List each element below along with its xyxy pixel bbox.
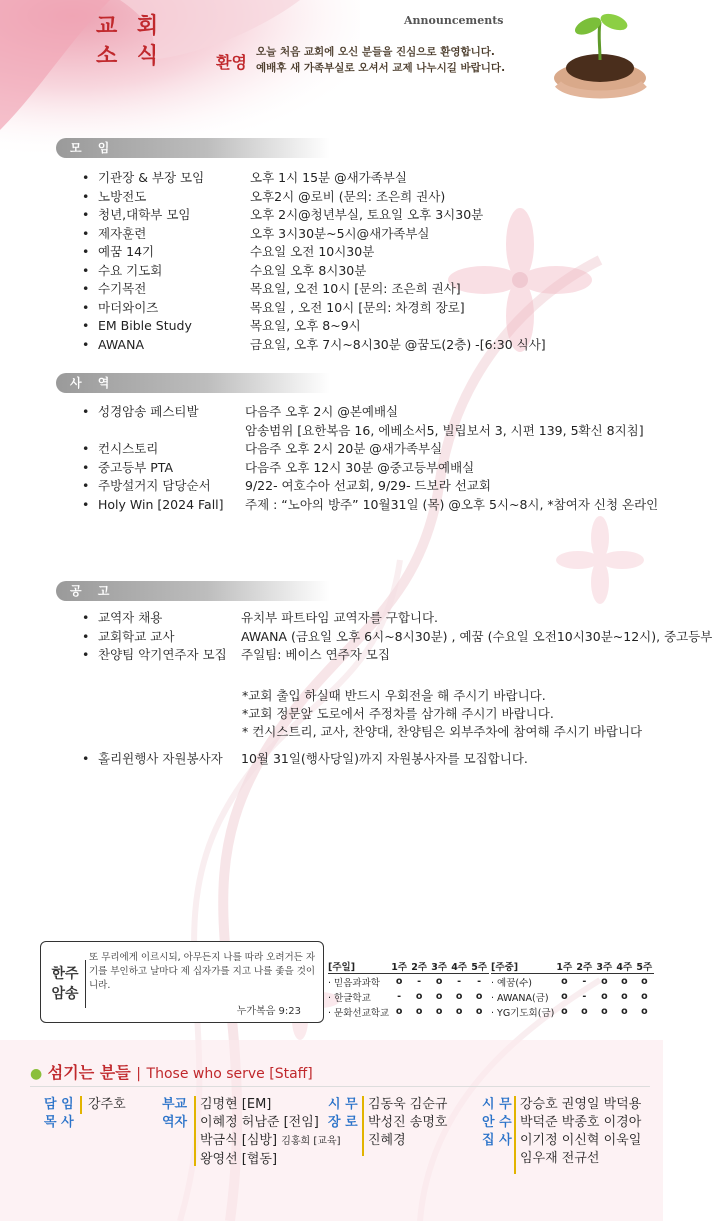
role-separator (194, 1096, 196, 1166)
bullet: • (82, 459, 90, 475)
parking-note: *교회 정문앞 도로에서 주정차를 삼가해 주시기 바랍니다. (242, 706, 554, 721)
memory-verse-text: 또 무리에게 이르시되, 아무든지 나를 따라 오려거든 자기를 부인하고 날마다 제 십자가를 지고 나를 좇을 것이니라. (89, 952, 316, 991)
week-mark: - (397, 991, 402, 1002)
memory-verse-title-line1: 한주 (51, 966, 79, 982)
item-label: 기관장 & 부장 모임 (98, 170, 205, 185)
week-header: 3주 (429, 958, 449, 974)
list-item (82, 281, 461, 297)
week-mark: o (561, 991, 568, 1002)
program-name: · AWANA(금) (491, 992, 549, 1004)
program-name: · 예꿈(수) (491, 977, 532, 989)
memory-verse-reference: 누가복음 9:23 (236, 1006, 301, 1017)
item-label: Holy Win [2024 Fall] (98, 496, 224, 512)
week-mark: o (581, 1006, 588, 1017)
week-header: 4주 (449, 958, 469, 974)
bullet-dot-icon: ● (30, 1066, 43, 1082)
week-mark: o (621, 991, 628, 1002)
bullet: • (82, 496, 90, 512)
program-name: · 한글학교 (328, 992, 371, 1004)
week-header: 1주 (554, 958, 574, 974)
staff-heading-english: Those who serve [Staff] (146, 1066, 313, 1082)
bullet: • (82, 441, 90, 456)
item-value: AWANA (금요일 오후 6시~8시30분) , 예꿈 (수요일 오전10시30분~12시), 중고등부 (241, 628, 712, 644)
week-mark: o (435, 991, 443, 1002)
item-label: 청년,대학부 모임 (98, 207, 191, 222)
bullet: • (82, 262, 90, 278)
item-label: 제자훈련 (98, 225, 147, 241)
week-mark: o (395, 1006, 403, 1017)
list-item (82, 496, 659, 513)
list-item (82, 459, 475, 476)
item-label: 수요 기도회 (98, 262, 163, 278)
program-name: · YG기도회(금) (491, 1007, 555, 1019)
role-line: 안 수 (482, 1115, 512, 1130)
week-mark: o (395, 976, 403, 987)
role-separator (80, 1096, 82, 1114)
item-label: 예꿈 14기 (98, 244, 155, 259)
week-mark: o (601, 1006, 608, 1017)
role-separator (362, 1096, 364, 1156)
week-mark: o (435, 1006, 443, 1017)
section-heading-ministry: 사 역 (56, 373, 330, 393)
staff-name-line: 이기정 이신혁 이욱일 (520, 1133, 642, 1148)
item-value: 오후 2시@청년부실, 토요일 오후 3시30분 (250, 207, 484, 222)
item-label: 성경암송 페스티발 (98, 404, 199, 419)
page-title-line2: 소 식 (96, 44, 165, 69)
item-value: 수요일 오전 10시30분 (250, 244, 375, 259)
table-row (328, 989, 489, 1004)
table-row (328, 1004, 489, 1019)
role-line: 담 임 (44, 1097, 74, 1112)
role-line: 장 로 (328, 1115, 358, 1130)
bullet: • (82, 170, 90, 185)
welcome-line2: 예배후 새 가족부실로 오셔서 교제 나누시길 바랍니다. (256, 62, 506, 74)
list-item (82, 262, 367, 279)
item-label: 중고등부 PTA (98, 459, 174, 475)
week-mark: o (601, 991, 608, 1002)
item-value: 오후2시 @로비 (문의: 조은희 권사) (250, 188, 446, 204)
item-value: 주일팀: 베이스 연주자 모집 (241, 647, 390, 662)
senior-pastor-names: 강주호 (88, 1097, 126, 1112)
week-mark: o (475, 1006, 483, 1017)
week-mark: o (641, 1006, 648, 1017)
week-mark: o (561, 976, 568, 987)
item-value: 9/22- 여호수아 선교회, 9/29- 드보라 선교회 (245, 478, 491, 493)
staff-heading (30, 1060, 313, 1083)
week-mark: - (457, 976, 462, 987)
welcome-word: 환영 (216, 53, 247, 72)
deacon-names (520, 1096, 641, 1168)
memory-verse-title (47, 964, 83, 1004)
week-mark: o (641, 991, 648, 1002)
announcements-label: Announcements (404, 14, 504, 27)
staff-name-line (200, 1132, 341, 1151)
bullet: • (82, 610, 90, 625)
seedling-in-hands-image (530, 0, 663, 100)
item-label: 주방설거지 담당순서 (98, 478, 211, 493)
item-value: 오후 3시30분~5시@새가족부실 (250, 225, 430, 241)
list-item (82, 207, 484, 223)
bullet: • (82, 478, 90, 493)
list-item (82, 404, 399, 420)
bullet: • (82, 244, 90, 259)
list-item (82, 188, 446, 205)
role-ordained-deacons (482, 1096, 512, 1150)
week-header: 5주 (634, 958, 654, 974)
welcome-line1: 오늘 처음 교회에 오신 분들을 진심으로 환영합니다. (256, 46, 495, 58)
memory-verse-divider (85, 960, 86, 1008)
week-mark: o (435, 976, 443, 987)
item-value: 주제 : “노아의 방주” 10월31일 (목) @오후 5시~8시, *참여자 신청 온라인 (245, 496, 659, 512)
staff-heading-divider: | (136, 1066, 141, 1082)
item-label: AWANA (98, 336, 144, 352)
elder-names (368, 1096, 447, 1150)
bullet: • (82, 188, 90, 204)
item-label: 수기목전 (98, 281, 147, 296)
item-value: 목요일, 오후 8~9시 (250, 318, 361, 333)
item-label: 마더와이즈 (98, 299, 159, 315)
week-mark: o (455, 991, 463, 1002)
item-label: EM Bible Study (98, 318, 192, 333)
role-line: 집 사 (482, 1133, 512, 1148)
staff-name-line: 박성진 송명호 (368, 1115, 448, 1130)
item-value: 수요일 오후 8시30분 (250, 262, 367, 278)
week-mark: o (455, 1006, 463, 1017)
week-mark: o (415, 1006, 423, 1017)
list-item (82, 610, 439, 626)
item-value: 목요일 , 오전 10시 [문의: 차경희 장로] (250, 299, 465, 315)
role-senior-pastor (44, 1096, 74, 1132)
list-item (82, 318, 361, 334)
memory-verse-title-line2: 암송 (51, 986, 79, 1002)
program-name: · 믿음과과학 (328, 977, 380, 989)
table-header-label: [주중] (491, 958, 554, 974)
section-heading-meetings: 모 임 (56, 138, 330, 158)
bullet: • (82, 318, 90, 333)
notice-label: 홀리윈행사 자원봉사자 (98, 751, 223, 766)
staff-name: 김홍희 [교육] (281, 1136, 341, 1147)
table-row (328, 974, 489, 990)
page-title-line1: 교 회 (96, 14, 165, 39)
role-line: 목 사 (44, 1115, 74, 1130)
role-associate-ministers (162, 1096, 187, 1132)
bullet: • (82, 299, 90, 315)
welcome-message (256, 44, 505, 76)
role-line: 시 무 (328, 1097, 358, 1112)
list-item (82, 336, 546, 353)
role-line: 시 무 (482, 1097, 512, 1112)
staff-name-line: 이혜정 허남준 [전임] (200, 1115, 319, 1130)
bullet: • (82, 628, 90, 644)
staff-name-line: 강승호 권영일 박덕용 (520, 1097, 642, 1112)
memory-verse-box (40, 941, 324, 1023)
staff-name-line: 진혜경 (368, 1133, 406, 1148)
bullet: • (82, 336, 90, 352)
sunday-schedule-table (328, 958, 489, 1019)
staff-heading-korean: 섬기는 분들 (47, 1063, 131, 1082)
item-label: 컨시스토리 (98, 441, 159, 456)
section-heading-notices: 공 고 (56, 581, 330, 601)
week-header: 1주 (389, 958, 409, 974)
week-mark: o (415, 991, 423, 1002)
staff-name: 박금식 [심방] (200, 1133, 278, 1148)
week-mark: - (582, 976, 587, 987)
role-separator (514, 1096, 516, 1174)
item-label: 찬양팀 악기연주자 모집 (98, 647, 227, 662)
role-line: 부교 (162, 1097, 188, 1112)
staff-name-line: 김동욱 김순규 (368, 1097, 448, 1112)
notice-value: 10월 31일(행사당일)까지 자원봉사자를 모집합니다. (241, 751, 528, 766)
item-label: 교역자 채용 (98, 610, 163, 625)
parking-note: *교회 출입 하실때 반드시 우회전을 해 주시기 바랍니다. (242, 688, 546, 703)
weekday-schedule-table (491, 958, 654, 1019)
item-value: 목요일, 오전 10시 [문의: 조은희 권사] (250, 281, 461, 296)
bullet: • (82, 647, 90, 662)
staff-divider (30, 1086, 650, 1087)
week-mark: o (601, 976, 608, 987)
role-elders (328, 1096, 358, 1132)
item-value: 다음주 오후 12시 30분 @중고등부예배실 (245, 459, 475, 475)
item-value: 금요일, 오후 7시~8시30분 @꿈도(2층) -[6:30 식사] (250, 336, 546, 352)
week-header: 2주 (409, 958, 429, 974)
week-header: 2주 (574, 958, 594, 974)
table-row (491, 1004, 654, 1019)
staff-name-line: 김명현 [EM] (200, 1097, 272, 1112)
staff-name-line: 임우재 전규선 (520, 1151, 600, 1166)
parking-note: * 컨시스트리, 교사, 찬양대, 찬양팀은 외부주차에 참여해 주시기 바랍니다 (242, 724, 643, 739)
week-mark: o (561, 1006, 568, 1017)
item-value: 다음주 오후 2시 @본예배실 (245, 404, 399, 419)
list-item (82, 170, 407, 186)
list-item (82, 299, 465, 316)
list-item (82, 422, 644, 439)
item-value: 다음주 오후 2시 20분 @새가족부실 (245, 441, 443, 456)
week-mark: - (417, 976, 422, 987)
week-mark: o (475, 991, 483, 1002)
list-item (82, 647, 390, 663)
page-title (96, 12, 164, 72)
bullet: • (82, 207, 90, 222)
week-mark: - (582, 991, 587, 1002)
staff-name-line: 왕영선 [협동] (200, 1152, 278, 1167)
week-mark: o (621, 1006, 628, 1017)
bullet: • (82, 225, 90, 241)
item-value: 오후 1시 15분 @새가족부실 (250, 170, 407, 185)
week-header: 4주 (614, 958, 634, 974)
table-row (491, 974, 654, 990)
associate-minister-names (200, 1096, 341, 1169)
list-item (82, 628, 712, 645)
role-line: 역자 (162, 1115, 188, 1130)
staff-name-line: 박덕준 박종호 이경아 (520, 1115, 642, 1130)
bullet: • (82, 751, 90, 766)
table-header-label: [주일] (328, 958, 389, 974)
bullet: • (82, 281, 90, 296)
program-name: · 문화선교학교 (328, 1007, 390, 1019)
list-item (82, 225, 430, 242)
item-value: 유치부 파트타임 교역자를 구합니다. (241, 610, 439, 625)
list-item (82, 244, 375, 260)
bullet: • (82, 404, 90, 419)
week-mark: - (477, 976, 482, 987)
list-item (82, 441, 443, 457)
week-mark: o (641, 976, 648, 987)
item-label: 교회학교 교사 (98, 628, 175, 644)
week-header: 5주 (469, 958, 489, 974)
item-label: 노방전도 (98, 188, 147, 204)
notice-volunteer-row (82, 751, 528, 767)
item-value: 암송범위 [요한복음 16, 에베소서5, 빌립보서 3, 시편 139, 5확신 8지침] (245, 422, 644, 438)
table-row (491, 989, 654, 1004)
week-mark: o (621, 976, 628, 987)
list-item (82, 478, 491, 494)
week-header: 3주 (594, 958, 614, 974)
